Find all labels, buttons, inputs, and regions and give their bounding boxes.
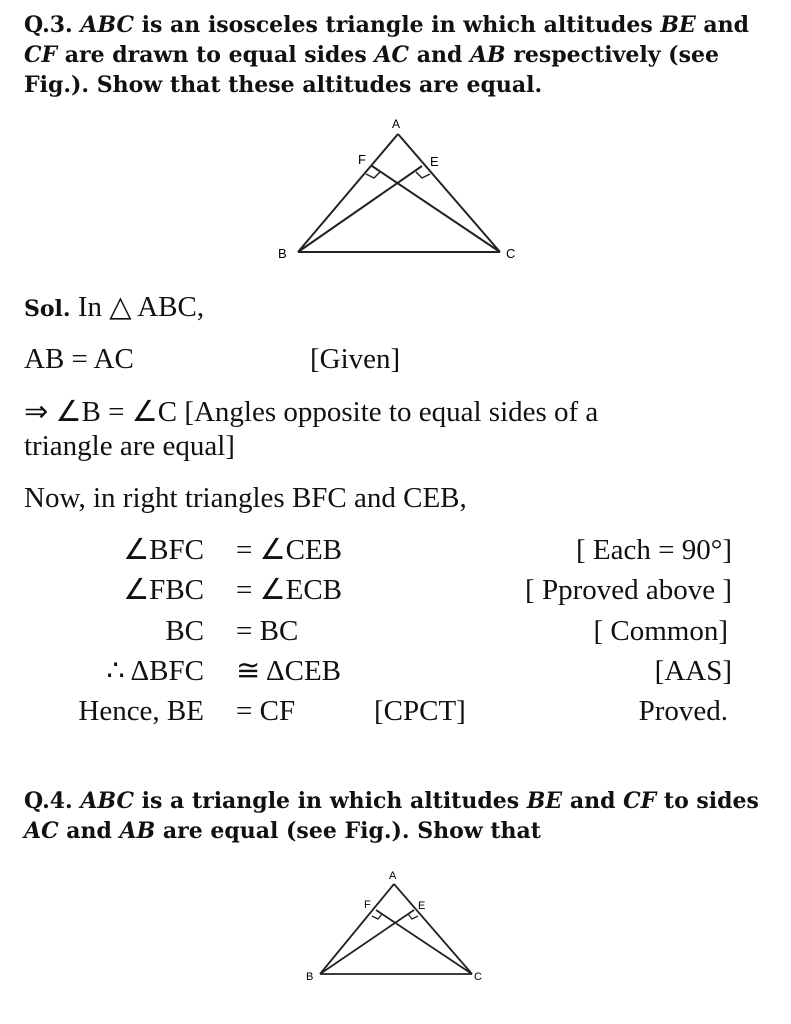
label-c: C: [474, 971, 482, 983]
question-4: [24, 786, 774, 846]
text-segment: are equal (see Fig.). Show that: [155, 818, 541, 844]
label-b: B: [278, 246, 287, 261]
math-be: BE: [660, 12, 696, 38]
text-segment: is a triangle in which altitudes: [133, 788, 527, 814]
proof-lhs: ∴ ΔBFC: [106, 655, 204, 687]
right-angle-f: [366, 172, 380, 178]
proof-reason: [ Each = 90°]: [576, 534, 732, 566]
right-angle-e: [416, 172, 430, 178]
proof-rhs: = CF: [236, 695, 296, 727]
solution-line-2: ⇒ ∠B = ∠C [Angles opposite to equal sides of a: [24, 396, 599, 428]
solution-line-3: Now, in right triangles BFC and CEB,: [24, 482, 467, 514]
solution-intro-text: In △ ABC,: [70, 291, 205, 323]
math-ab: AB: [119, 818, 156, 844]
proof-rhs: = ∠ECB: [236, 574, 343, 606]
right-angle-e: [408, 914, 418, 919]
proof-reason: Proved.: [638, 695, 728, 727]
proof-rhs: ≅ ΔCEB: [236, 655, 341, 687]
label-e: E: [430, 154, 439, 169]
proof-reason: [ Common]: [593, 615, 728, 647]
proof-lhs: BC: [165, 615, 204, 647]
solution-line-1: AB = AC: [24, 343, 134, 375]
math-abc: ABC: [80, 12, 134, 38]
text-segment: respectively (see Fig.). Show that these altitudes are equal.: [24, 42, 719, 98]
math-cf: CF: [24, 42, 58, 68]
proof-rhs: = BC: [236, 615, 299, 647]
math-ac: AC: [374, 42, 410, 68]
math-ab: AB: [469, 42, 506, 68]
text-segment: are drawn to equal sides: [57, 42, 375, 68]
text-segment: and: [695, 12, 750, 38]
side-ab: [320, 884, 394, 974]
proof-lhs: ∠BFC: [123, 534, 204, 566]
label-f: F: [364, 899, 371, 911]
math-abc: ABC: [80, 788, 134, 814]
solution-line-1-reason: [Given]: [310, 343, 401, 375]
triangle-figure-1: [270, 112, 530, 268]
math-ac: AC: [24, 818, 59, 844]
label-c: C: [506, 246, 516, 261]
question-number: Q.3.: [24, 12, 73, 38]
label-f: F: [358, 152, 366, 167]
text-segment: and: [409, 42, 470, 68]
text-segment: to sides: [656, 788, 759, 814]
proof-lhs: ∠FBC: [123, 574, 204, 606]
triangle-figure-2: [300, 866, 500, 996]
text-segment: and: [562, 788, 624, 814]
right-angle-f: [372, 914, 382, 919]
proof-lhs: Hence, BE: [78, 695, 204, 727]
altitude-be: [320, 910, 414, 974]
label-a: A: [389, 870, 397, 882]
math-be: BE: [526, 788, 563, 814]
label-a: A: [392, 117, 401, 131]
solution-intro: [24, 290, 204, 326]
proof-reason: [ Pproved above ]: [525, 574, 732, 606]
proof-rhs: = ∠CEB: [236, 534, 343, 566]
label-e: E: [418, 900, 426, 912]
question-3: [24, 10, 774, 100]
proof-reason: [AAS]: [654, 655, 732, 687]
label-b: B: [306, 971, 314, 983]
solution-label: Sol.: [24, 296, 71, 322]
question-number: Q.4.: [24, 788, 73, 814]
text-segment: is an isosceles triangle in which altitudes: [133, 12, 661, 38]
proof-mid: [CPCT]: [374, 695, 466, 727]
solution-line-2b: triangle are equal]: [24, 430, 235, 462]
math-cf: CF: [623, 788, 657, 814]
text-segment: and: [58, 818, 120, 844]
